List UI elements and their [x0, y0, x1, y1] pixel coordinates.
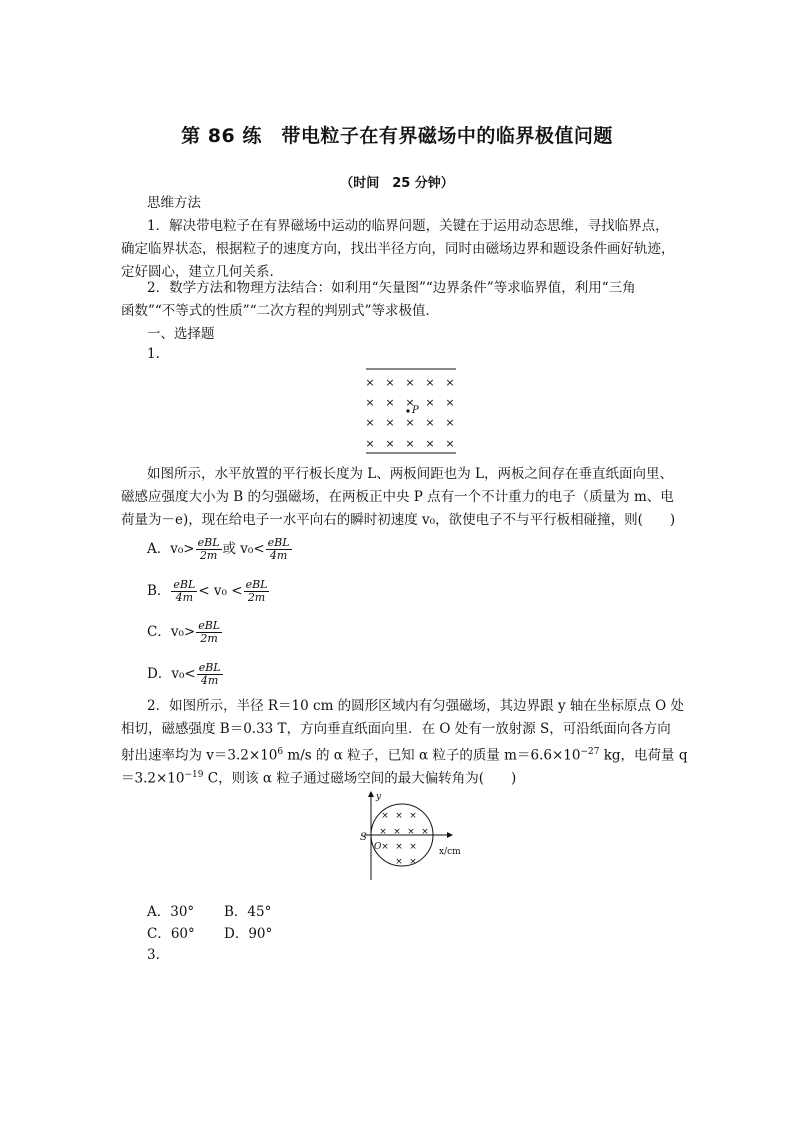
option-a-or: 或 v₀<: [222, 541, 265, 557]
q2-charge-value: ＝3.2×10: [121, 770, 185, 787]
cross-mark: ×: [405, 396, 415, 409]
cross-mark: ×: [381, 842, 389, 852]
method-p1-line3: 定好圆心，建立几何关系．: [121, 264, 283, 280]
q2-mass-text: m/s 的 α 粒子，已知 α 粒子的质量 m＝6.6×10: [283, 747, 581, 764]
cross-mark: ×: [365, 437, 375, 450]
cross-mark: ×: [405, 437, 415, 450]
option-b-middle: < v₀ <: [198, 583, 243, 599]
source-s-label: S: [360, 832, 367, 843]
method-p2-line1: 2．数学方法和物理方法结合：如利用“矢量图”“边界条件”等求临界值，利用“三角: [147, 280, 636, 296]
option-a-label: A．v₀>: [147, 541, 195, 557]
fraction: [196, 620, 222, 645]
cross-mark: ×: [385, 396, 395, 409]
q1-number: 1.: [147, 346, 160, 362]
q2-option-c[interactable]: C．60°: [147, 926, 195, 942]
fraction-numerator: eBL: [197, 536, 220, 549]
y-axis-label: y: [376, 792, 382, 802]
fraction-numerator: eBL: [173, 578, 196, 591]
q2-question-text: C，则该 α 粒子通过磁场空间的最大偏转角为( ): [203, 770, 517, 787]
q2-speed-exponent: 6: [277, 747, 284, 757]
q2-charge-exponent: −19: [184, 770, 204, 780]
method-p2-line2: 函数”“不等式的性质”“二次方程的判别式”等求极值．: [121, 303, 440, 319]
q2-line4: [121, 764, 516, 791]
q1-option-c[interactable]: [147, 620, 223, 645]
fraction-denominator: 2m: [199, 549, 218, 562]
cross-mark: ×: [445, 437, 455, 450]
fraction-denominator: 2m: [247, 591, 266, 604]
q2-option-d[interactable]: D．90°: [224, 926, 273, 942]
q1-option-b[interactable]: [147, 579, 270, 604]
fraction-numerator: eBL: [198, 619, 221, 632]
q2-line2: 相切，磁感强度 B＝0.33 T，方向垂直纸面向里．在 O 处有一放射源 S，可沿纸面向各方向: [121, 721, 671, 737]
q2-figure: [352, 788, 472, 882]
cross-mark: ×: [405, 416, 415, 429]
q2-line1: 2．如图所示，半径 R＝10 cm 的圆形区域内有匀强磁场，其边界跟 y 轴在坐标原点 O 处: [147, 698, 685, 714]
fraction: [244, 579, 270, 604]
cross-mark: ×: [365, 416, 375, 429]
fraction-numerator: eBL: [198, 661, 221, 674]
option-c-label: C．v₀>: [147, 624, 196, 640]
cross-mark: ×: [445, 376, 455, 389]
cross-mark: ×: [421, 827, 429, 837]
cross-mark: ×: [405, 376, 415, 389]
x-axis-label: x/cm: [439, 847, 461, 857]
cross-mark: ×: [385, 437, 395, 450]
fraction-denominator: 4m: [175, 591, 194, 604]
cross-mark: ×: [425, 416, 435, 429]
cross-mark: ×: [409, 842, 417, 852]
cross-mark: ×: [409, 857, 417, 867]
fraction-denominator: 2m: [200, 632, 218, 645]
cross-mark: ×: [385, 416, 395, 429]
cross-mark: ×: [445, 416, 455, 429]
fraction: [196, 537, 222, 562]
fraction: [197, 662, 223, 687]
cross-mark: ×: [425, 376, 435, 389]
fraction-denominator: 4m: [200, 674, 219, 687]
fraction-numerator: eBL: [267, 536, 290, 549]
option-b-label: B．: [147, 583, 171, 599]
cross-mark: ×: [365, 396, 375, 409]
q1-figure: [360, 364, 460, 456]
cross-mark: ×: [395, 842, 403, 852]
cross-mark: ×: [395, 811, 403, 821]
q2-mass-exponent: −27: [580, 747, 600, 757]
method-p1-line1: 1．解决带电粒子在有界磁场中运动的临界问题，关键在于运用动态思维，寻找临界点，: [147, 218, 669, 234]
time-limit: （时间 25 分钟）: [340, 176, 454, 191]
cross-mark: ×: [407, 827, 415, 837]
cross-mark: ×: [425, 437, 435, 450]
cross-mark: ×: [425, 396, 435, 409]
option-d-label: D．v₀<: [147, 666, 196, 682]
q2-charge-text: kg，电荷量 q: [599, 747, 688, 764]
q1-line1: 如图所示，水平放置的平行板长度为 L、两板间距也为 L，两板之间存在垂直纸面向里、: [147, 466, 674, 482]
cross-mark: ×: [395, 857, 403, 867]
cross-mark: ×: [445, 396, 455, 409]
point-p-dot: [406, 409, 409, 412]
q1-option-d[interactable]: [147, 662, 224, 687]
fraction-numerator: eBL: [245, 578, 268, 591]
q1-line3: 荷量为－e)，现在给电子一水平向右的瞬时初速度 v₀，欲使电子不与平行板相碰撞，则( ): [121, 512, 676, 528]
cross-mark: ×: [381, 811, 389, 821]
origin-o-label: O: [374, 842, 382, 852]
q2-option-b[interactable]: B．45°: [224, 904, 272, 920]
q3-number: 3.: [147, 947, 160, 963]
method-p1-line2: 确定临界状态，根据粒子的速度方向，找出半径方向，同时由磁场边界和题设条件画好轨迹，: [121, 241, 675, 257]
fraction: [266, 537, 292, 562]
cross-mark: ×: [365, 376, 375, 389]
q2-option-a[interactable]: A．30°: [147, 904, 195, 920]
fraction: [171, 579, 197, 604]
cross-mark: ×: [393, 827, 401, 837]
section-heading: 一、选择题: [147, 326, 215, 342]
method-heading: 思维方法: [147, 195, 201, 211]
cross-mark: ×: [385, 376, 395, 389]
field-crosses: [365, 376, 454, 450]
q2-speed-text: 射出速率均为 v＝3.2×10: [121, 747, 278, 764]
cross-mark: ×: [379, 827, 387, 837]
q1-option-a[interactable]: [147, 537, 293, 562]
cross-mark: ×: [409, 811, 417, 821]
q1-line2: 磁感应强度大小为 B 的匀强磁场，在两板正中央 P 点有一个不计重力的电子（质量为 m、电: [121, 489, 674, 505]
fraction-denominator: 4m: [269, 549, 288, 562]
page-title: 第 86 练 带电粒子在有界磁场中的临界极值问题: [181, 125, 613, 147]
point-p-label: P: [412, 405, 419, 416]
